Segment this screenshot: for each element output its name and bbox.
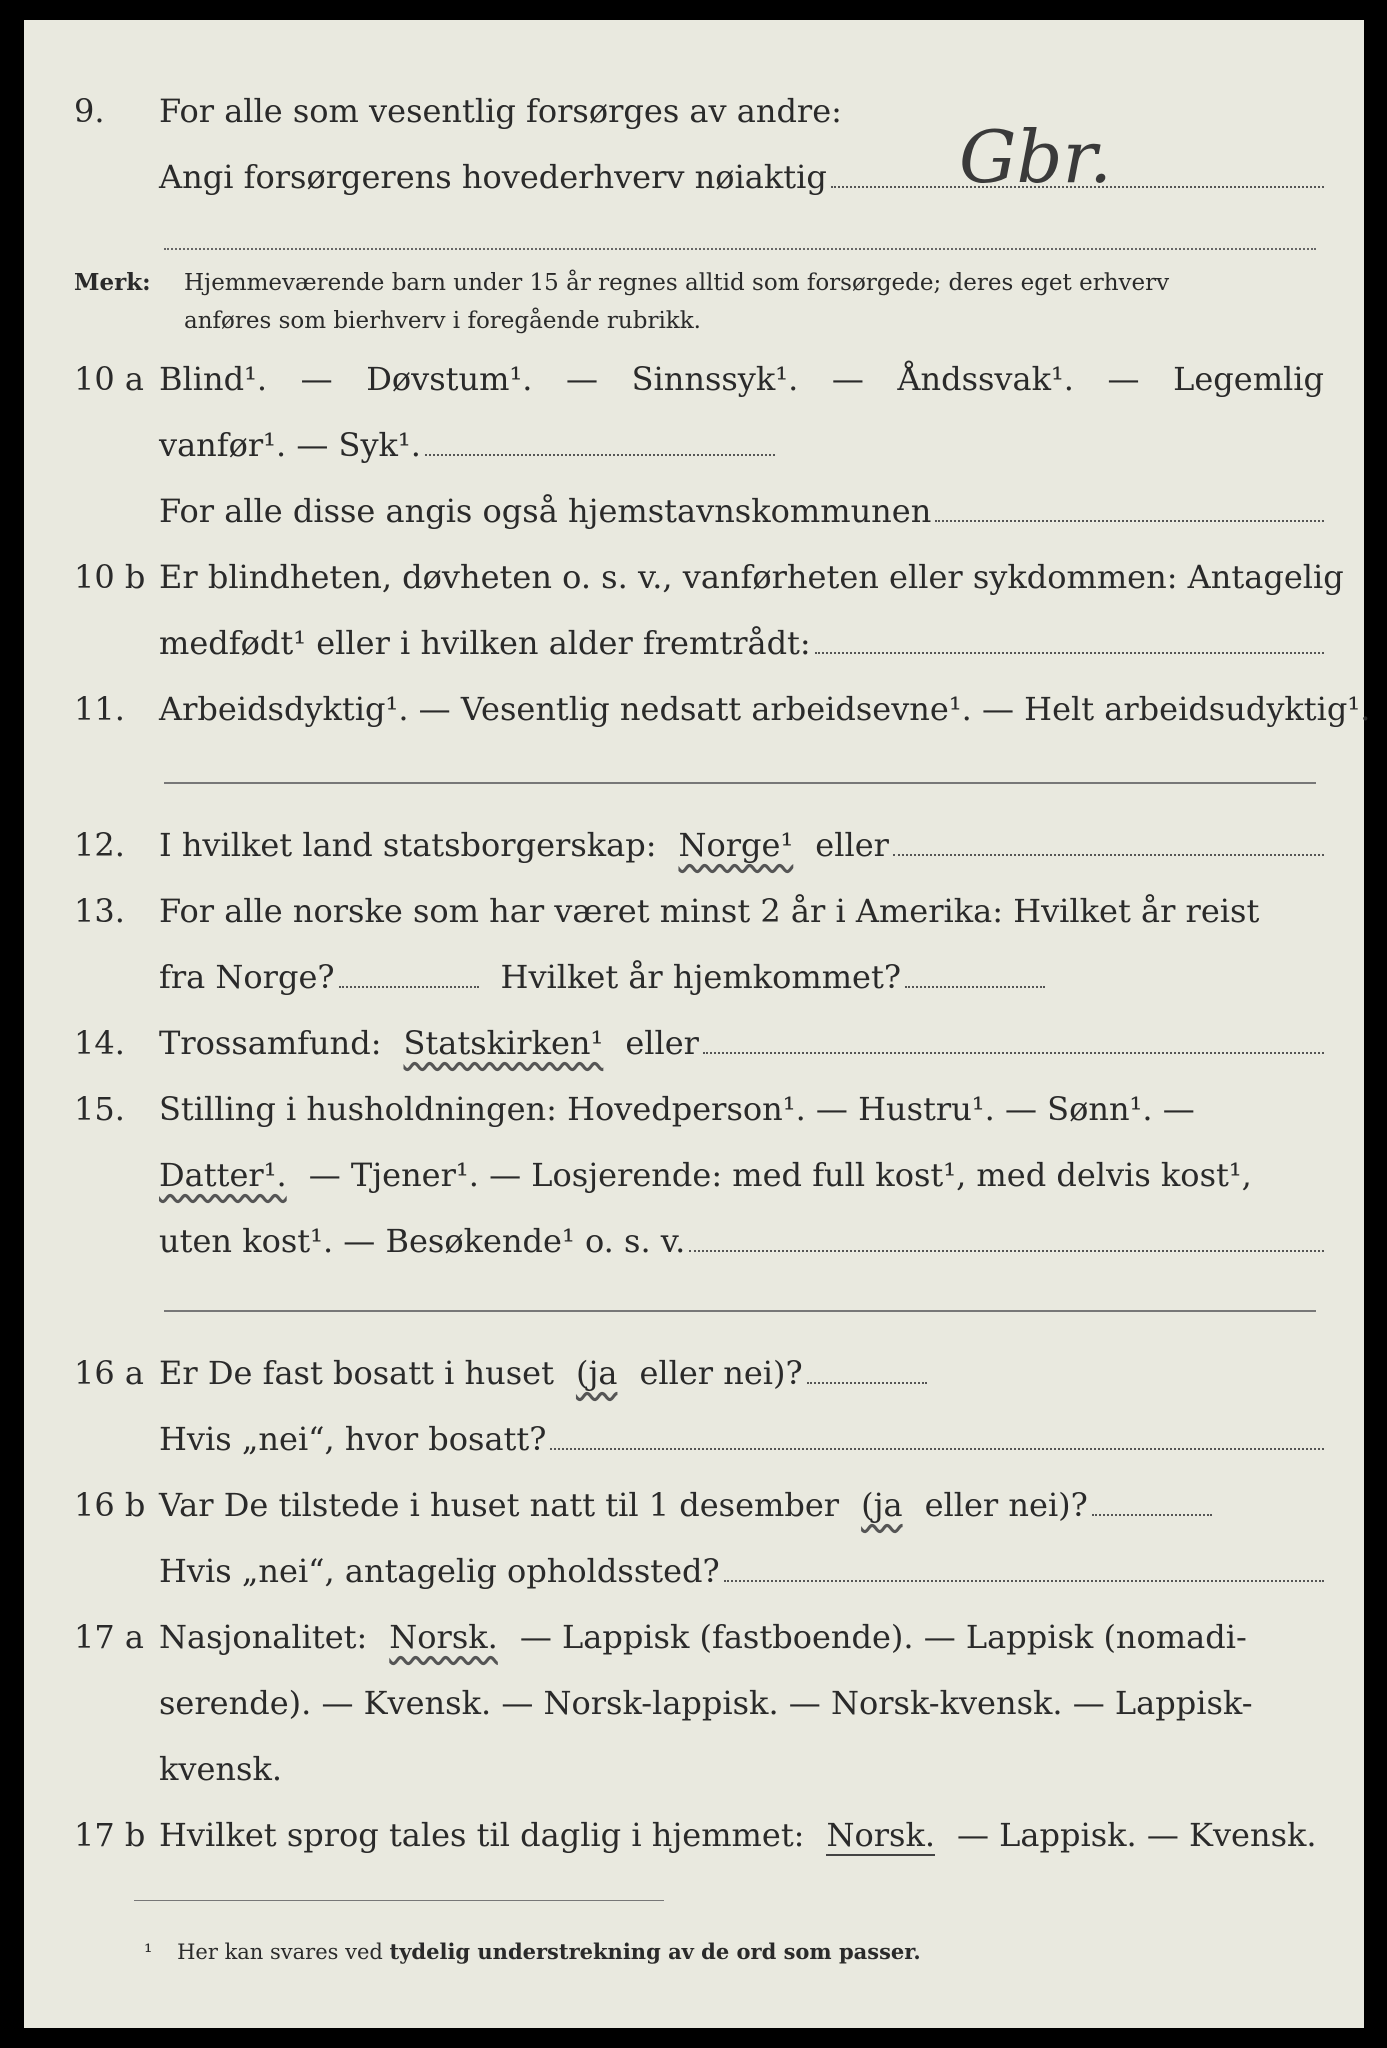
q16b-suffix: eller nei)? [924,1486,1088,1524]
q13-text1: For alle norske som har været minst 2 år i Amerika: Hvilket år reist [159,892,1260,930]
q10a-text2: vanfør¹. — Syk¹. [159,426,421,464]
q14-answer-underlined[interactable]: Statskirken¹ [403,1024,604,1062]
q14-answer-line[interactable] [703,1052,1324,1054]
q17a-answer-underlined[interactable]: Norsk. [389,1618,498,1656]
q15-answer-underlined[interactable]: Datter¹. [159,1156,287,1194]
q17b-answer-underlined[interactable]: Norsk. [826,1816,935,1854]
q13-hjemkommet-line[interactable] [905,986,1045,988]
q13-reist-line[interactable] [339,986,479,988]
q13-text2a: fra Norge? [159,958,335,996]
q10b-text2: medfødt¹ eller i hvilken alder fremtrådt: [159,624,811,662]
footnote [144,1939,921,1964]
q9-handwritten-answer: Gbr. [959,115,1112,199]
merk-label: Merk: [74,269,151,296]
q10a-answer-line[interactable] [425,454,775,456]
q17a-prefix: Nasjonalitet: [159,1618,368,1656]
q10a-number: 10 a [74,360,144,398]
merk-text2: anføres som bierhverv i foregående rubrikk. [184,308,701,334]
q10a-options: Blind¹. — Døvstum¹. — Sinnssyk¹. — Åndssvak¹. — Legemlig [159,360,1324,398]
q16a-bosatt-line[interactable] [550,1448,1324,1450]
q17a-text1: — Lappisk (fastboende). — Lappisk (nomadi- [519,1618,1247,1656]
q16b-number: 16 b [74,1486,146,1524]
q15-answer-line[interactable] [689,1250,1324,1252]
footnote-text: Her kan svares ved [177,1940,383,1964]
q16b-text2: Hvis „nei“, antagelig opholdssted? [159,1552,720,1590]
q9-extra-line [164,248,1316,250]
q12-suffix: eller [815,826,889,864]
q10a-opt-legemlig[interactable]: Legemlig [1173,360,1324,398]
q12-number: 12. [74,826,125,864]
q16a-text2: Hvis „nei“, hvor bosatt? [159,1420,547,1458]
q13-number: 13. [74,892,125,930]
q10a-opt-sinnssyk[interactable]: Sinnssyk¹. [631,360,799,398]
q11-text1: Arbeidsdyktig¹. — Vesentlig nedsatt arbeidsevne¹. — Helt arbeidsudyktig¹. [159,690,1371,728]
q15-text3: uten kost¹. — Besøkende¹ o. s. v. [159,1222,686,1260]
q16a-answer-line[interactable] [807,1382,927,1384]
q11-number: 11. [74,690,125,728]
q12-answer-line[interactable] [893,854,1324,856]
q16a-number: 16 a [74,1354,144,1392]
q16a-suffix: eller nei)? [639,1354,803,1392]
q16b-opholdssted-line[interactable] [724,1580,1324,1582]
footnote-divider [134,1900,664,1901]
q13-text2b: Hvilket år hjemkommet? [500,958,901,996]
q17b-number: 17 b [74,1816,146,1854]
q17a-text3: kvensk. [159,1750,282,1788]
q16a-prefix: Er De fast bosatt i huset [159,1354,554,1392]
q17b-text1: — Lappisk. — Kvensk. [957,1816,1317,1854]
q16b-answer-line[interactable] [1092,1514,1212,1516]
q15-text1: Stilling i husholdningen: Hovedperson¹. — Hustru¹. — Sønn¹. — [159,1090,1195,1128]
q14-number: 14. [74,1024,125,1062]
q12-answer-underlined[interactable]: Norge¹ [678,826,794,864]
q16b-prefix: Var De tilstede i huset natt til 1 desember [159,1486,840,1524]
q10a-opt-blind[interactable]: Blind¹. [159,360,268,398]
q15-number: 15. [74,1090,125,1128]
q10a-text3: For alle disse angis også hjemstavnskommunen [159,492,932,530]
q17a-number: 17 a [74,1618,144,1656]
q9-text1: For alle som vesentlig forsørges av andre: [159,92,842,130]
q17b-prefix: Hvilket sprog tales til daglig i hjemmet: [159,1816,805,1854]
q16b-answer-underlined[interactable]: (ja [861,1486,903,1524]
q10a-opt-dovstum[interactable]: Døvstum¹. [366,360,533,398]
q10a-hjemstavn-line[interactable] [935,520,1324,522]
q15-extra-line[interactable] [164,1310,1316,1312]
q9-text2: Angi forsørgerens hovederhverv nøiaktig [159,158,827,196]
q10b-number: 10 b [74,558,146,596]
q11-answer-line[interactable] [164,782,1316,784]
footnote-bold-text: tydelig understrekning av de ord som passer. [389,1939,921,1964]
q12-prefix: I hvilket land statsborgerskap: [159,826,657,864]
q10b-answer-line[interactable] [815,652,1324,654]
q10a-opt-andssvak[interactable]: Åndssvak¹. [897,360,1074,398]
q15-text2: — Tjener¹. — Losjerende: med full kost¹, med delvis kost¹, [308,1156,1252,1194]
q16a-answer-underlined[interactable]: (ja [575,1354,618,1392]
merk-text1: Hjemmeværende barn under 15 år regnes alltid som forsørgede; deres eget erhverv [184,270,1170,296]
q9-number: 9. [74,92,105,130]
census-form-page [24,20,1371,2028]
q10b-text1: Er blindheten, døvheten o. s. v., vanførheten eller sykdommen: Antagelig [159,558,1344,596]
q14-prefix: Trossamfund: [159,1024,382,1062]
q14-suffix: eller [625,1024,699,1062]
footnote-number: ¹ [144,1940,153,1964]
q17a-text2: serende). — Kvensk. — Norsk-lappisk. — Norsk-kvensk. — Lappisk- [159,1684,1253,1722]
